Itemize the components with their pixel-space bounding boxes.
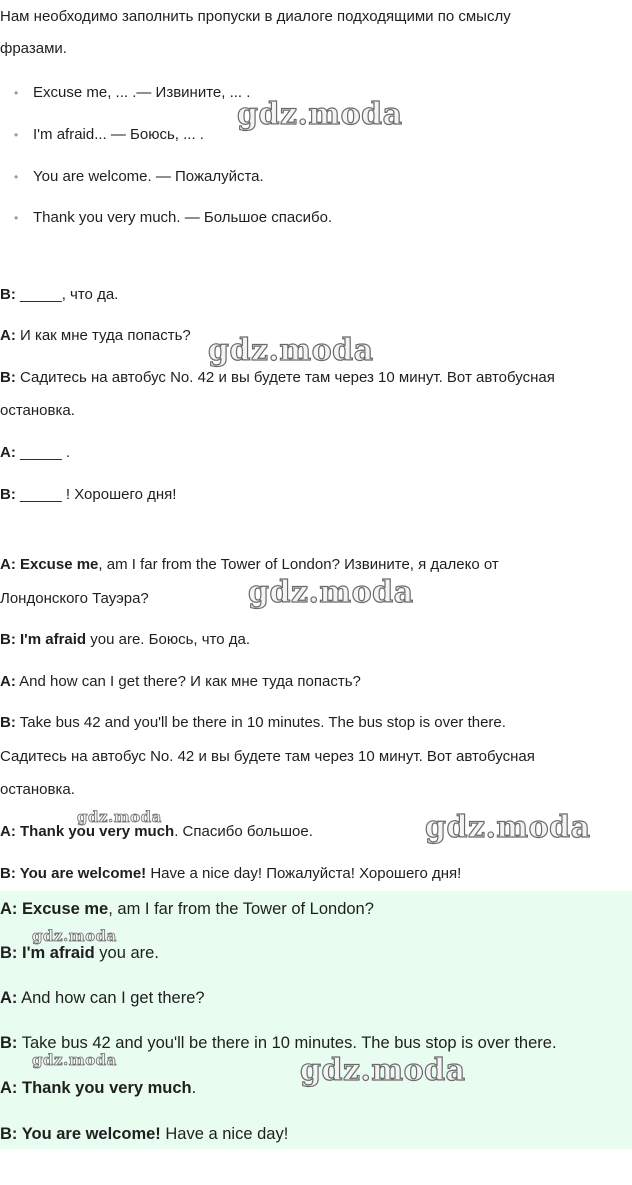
watermark-logo: gdz.moda — [32, 1051, 117, 1069]
speaker: A: — [0, 900, 18, 918]
dialog-line: B: Take bus 42 and you'll be there in 10 minutes. The bus stop is over there. — [0, 714, 506, 731]
watermark-logo: gdz.moda — [77, 808, 162, 826]
bullet-icon: • — [14, 170, 19, 184]
dialog-line: A: И как мне туда попасть? — [0, 327, 191, 344]
phrase-bold: Thank you very much — [15, 823, 175, 840]
dialog-line: B: _____, что да. — [0, 286, 119, 303]
dialog-line: B: Take bus 42 and you'll be there in 10 minutes. The bus stop is over there. — [0, 1034, 557, 1052]
phrase-bold: You are welcome! — [17, 1125, 161, 1143]
phrase-bold: I'm afraid — [15, 631, 87, 648]
dialog-line: остановка. — [0, 781, 75, 798]
dialog-line: A: Thank you very much. Спасибо большое. — [0, 823, 313, 840]
speaker: A: — [0, 1079, 18, 1097]
dialog-line: B: I'm afraid you are. — [0, 944, 159, 962]
bullet-icon: • — [14, 86, 19, 100]
phrase-item: Thank you very much. — Большое спасибо. — [33, 209, 333, 226]
speaker: A: — [0, 989, 18, 1007]
speaker: B: — [0, 486, 16, 503]
dialog-line: B: You are welcome! Have a nice day! — [0, 1125, 289, 1143]
intro-line-2: фразами. — [0, 40, 67, 57]
dialog-line: B: Садитесь на автобус No. 42 и вы будете там через 10 минут. Вот автобусная — [0, 369, 555, 386]
bullet-icon: • — [14, 128, 19, 142]
speaker: B: — [0, 631, 16, 648]
phrase-item: I'm afraid... — Боюсь, ... . — [33, 126, 204, 143]
watermark-logo: gdz.moda — [248, 575, 414, 610]
watermark-logo: gdz.moda — [300, 1053, 466, 1088]
speaker: B: — [0, 714, 16, 731]
watermark-logo: gdz.moda — [32, 927, 117, 945]
watermark-logo: gdz.moda — [208, 333, 374, 368]
phrase-bold: I'm afraid — [17, 944, 95, 962]
speaker: A: — [0, 327, 16, 344]
watermark-logo: gdz.moda — [237, 97, 403, 132]
dialog-line: A: Excuse me, am I far from the Tower of London? Извините, я далеко от — [0, 556, 499, 573]
dialog-line: A: Excuse me, am I far from the Tower of London? — [0, 900, 374, 918]
watermark-logo: gdz.moda — [425, 810, 591, 845]
phrase-bold: You are welcome! — [15, 865, 147, 882]
dialog-line: B: You are welcome! Have a nice day! Пожалуйста! Хорошего дня! — [0, 865, 462, 882]
speaker: B: — [0, 865, 16, 882]
phrase-bold: Thank you very much — [17, 1079, 192, 1097]
speaker: A: — [0, 444, 16, 461]
dialog-line: A: Thank you very much. — [0, 1079, 197, 1097]
dialog-line: A: _____ . — [0, 444, 71, 461]
intro-line-1: Нам необходимо заполнить пропуски в диалоге подходящими по смыслу — [0, 8, 511, 25]
dialog-line: Лондонского Тауэра? — [0, 590, 149, 607]
speaker: A: — [0, 673, 16, 690]
speaker: B: — [0, 286, 16, 303]
dialog-line: B: _____ ! Хорошего дня! — [0, 486, 177, 503]
speaker: B: — [0, 1034, 18, 1052]
dialog-line: Садитесь на автобус No. 42 и вы будете там через 10 минут. Вот автобусная — [0, 748, 535, 765]
phrase-bold: Excuse me — [17, 900, 109, 918]
dialog-line: A: And how can I get there? И как мне туда попасть? — [0, 673, 361, 690]
phrase-bold: Excuse me — [15, 556, 99, 573]
phrase-item: You are welcome. — Пожалуйста. — [33, 168, 264, 185]
dialog-line: остановка. — [0, 402, 75, 419]
dialog-line: A: And how can I get there? — [0, 989, 205, 1007]
phrase-item: Excuse me, ... .— Извините, ... . — [33, 84, 251, 101]
dialog-line: B: I'm afraid you are. Боюсь, что да. — [0, 631, 251, 648]
speaker: B: — [0, 1125, 18, 1143]
speaker: A: — [0, 823, 16, 840]
speaker: B: — [0, 944, 18, 962]
speaker: A: — [0, 556, 16, 573]
speaker: B: — [0, 369, 16, 386]
bullet-icon: • — [14, 211, 19, 225]
